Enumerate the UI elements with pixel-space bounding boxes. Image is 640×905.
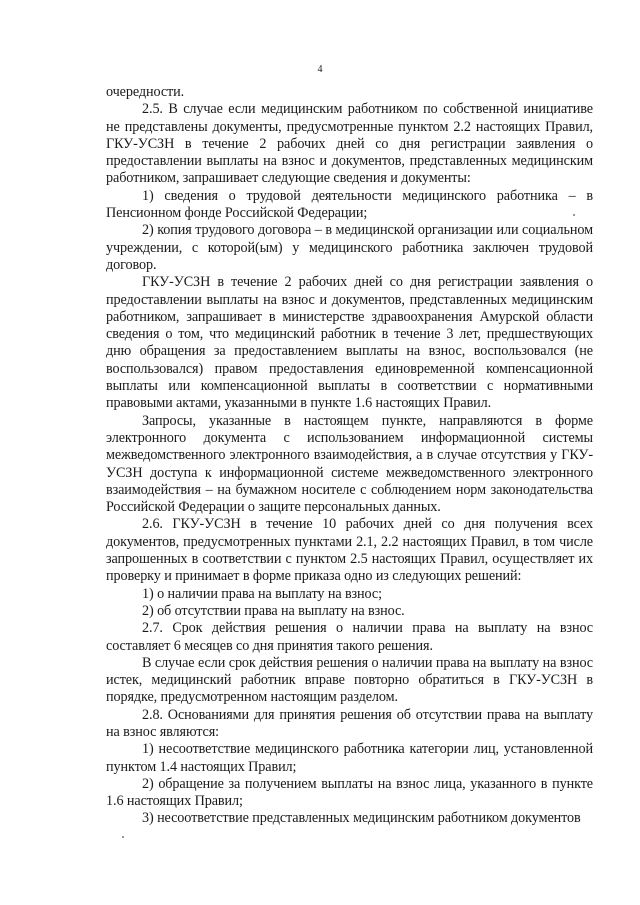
paragraph-continuation: очередности. — [106, 84, 185, 100]
paragraph-2-5-item-1: 1) сведения о трудовой деятельности медицинского работника – в Пенсионном фонде Российской Федерации; — [106, 187, 593, 222]
paragraph-2-5-ministry-request: ГКУ-УСЗН в течение 2 рабочих дней со дня регистрации заявления о предоставлении выплаты на взнос и документов, представленных медицинским работником, запрашивает в министерстве здравоохранения Амурской области сведения о том, что медицинский работник в течение 3 лет, предшествующих дню обращения за предоставлением выплаты на взнос, воспользовался (не воспользовался) правом предоставления единовременной компенсационной выплаты или компенсационной выплаты в соответствии с нормативными правовыми актами, указанными в пункте 1.6 настоящих Правил. — [106, 274, 593, 412]
paragraph-2-8-item-2: 2) обращение за получением выплаты на взнос лица, указанного в пункте 1.6 настоящих Правил; — [106, 775, 593, 810]
document-body — [106, 84, 593, 828]
paragraph-2-5-item-2: 2) копия трудового договора – в медицинской организации или социальном учреждении, с которой(ым) у медицинского работника заключен трудовой договор. — [106, 222, 593, 273]
paragraph-2-8-item-1: 1) несоответствие медицинского работника категории лиц, установленной пунктом 1.4 настоящих Правил; — [106, 741, 593, 775]
paragraph-2-7: 2.7. Срок действия решения о наличии права на выплату на взнос составляет 6 месяцев со дня принятия такого решения. — [106, 620, 593, 654]
scan-speck — [122, 836, 124, 838]
page-number: 4 — [317, 64, 323, 75]
paragraph-2-8: 2.8. Основаниями для принятия решения об отсутствии права на выплату на взнос являются: — [106, 706, 593, 740]
paragraph-2-8-item-3: 3) несоответствие представленных медицинским работником документов — [142, 810, 581, 827]
paragraph-2-5: 2.5. В случае если медицинским работником по собственной инициативе не представлены документы, предусмотренные пунктом 2.2 настоящих Правил, ГКУ-УСЗН в течение 2 рабочих дней со дня регистрации заявления о предоставлении выплаты на взнос и документов, представленных медицинским работником, запрашивает следующие сведения и документы: — [106, 101, 593, 187]
paragraph-2-6: 2.6. ГКУ-УСЗН в течение 10 рабочих дней со дня получения всех документов, предусмотренных пунктами 2.1, 2.2 настоящих Правил, в том числе запрошенных в соответствии с пунктом 2.5 настоящих Правил, осуществляет их проверку и принимает в форме приказа одно из следующих решений: — [106, 516, 593, 585]
paragraph-2-5-requests: Запросы, указанные в настоящем пункте, направляются в форме электронного документа с использованием информационной системы межведомственного электронного взаимодействия, а в случае отсутствия у ГКУ-УСЗН доступа к информационной системе межведомственного электронного взаимодействия – на бумажном носителе с соблюдением норм законодательства Российской Федерации о защите персональных данных. — [106, 412, 593, 516]
paragraph-2-6-item-1: 1) о наличии права на выплату на взнос; — [142, 585, 382, 602]
paragraph-2-6-item-2: 2) об отсутствии права на выплату на взнос. — [142, 602, 405, 619]
paragraph-2-7-expired: В случае если срок действия решения о наличии права на выплату на взнос истек, медицинский работник вправе повторно обратиться в ГКУ-УСЗН в порядке, предусмотренном настоящим разделом. — [106, 654, 593, 706]
scan-speck — [573, 214, 575, 216]
